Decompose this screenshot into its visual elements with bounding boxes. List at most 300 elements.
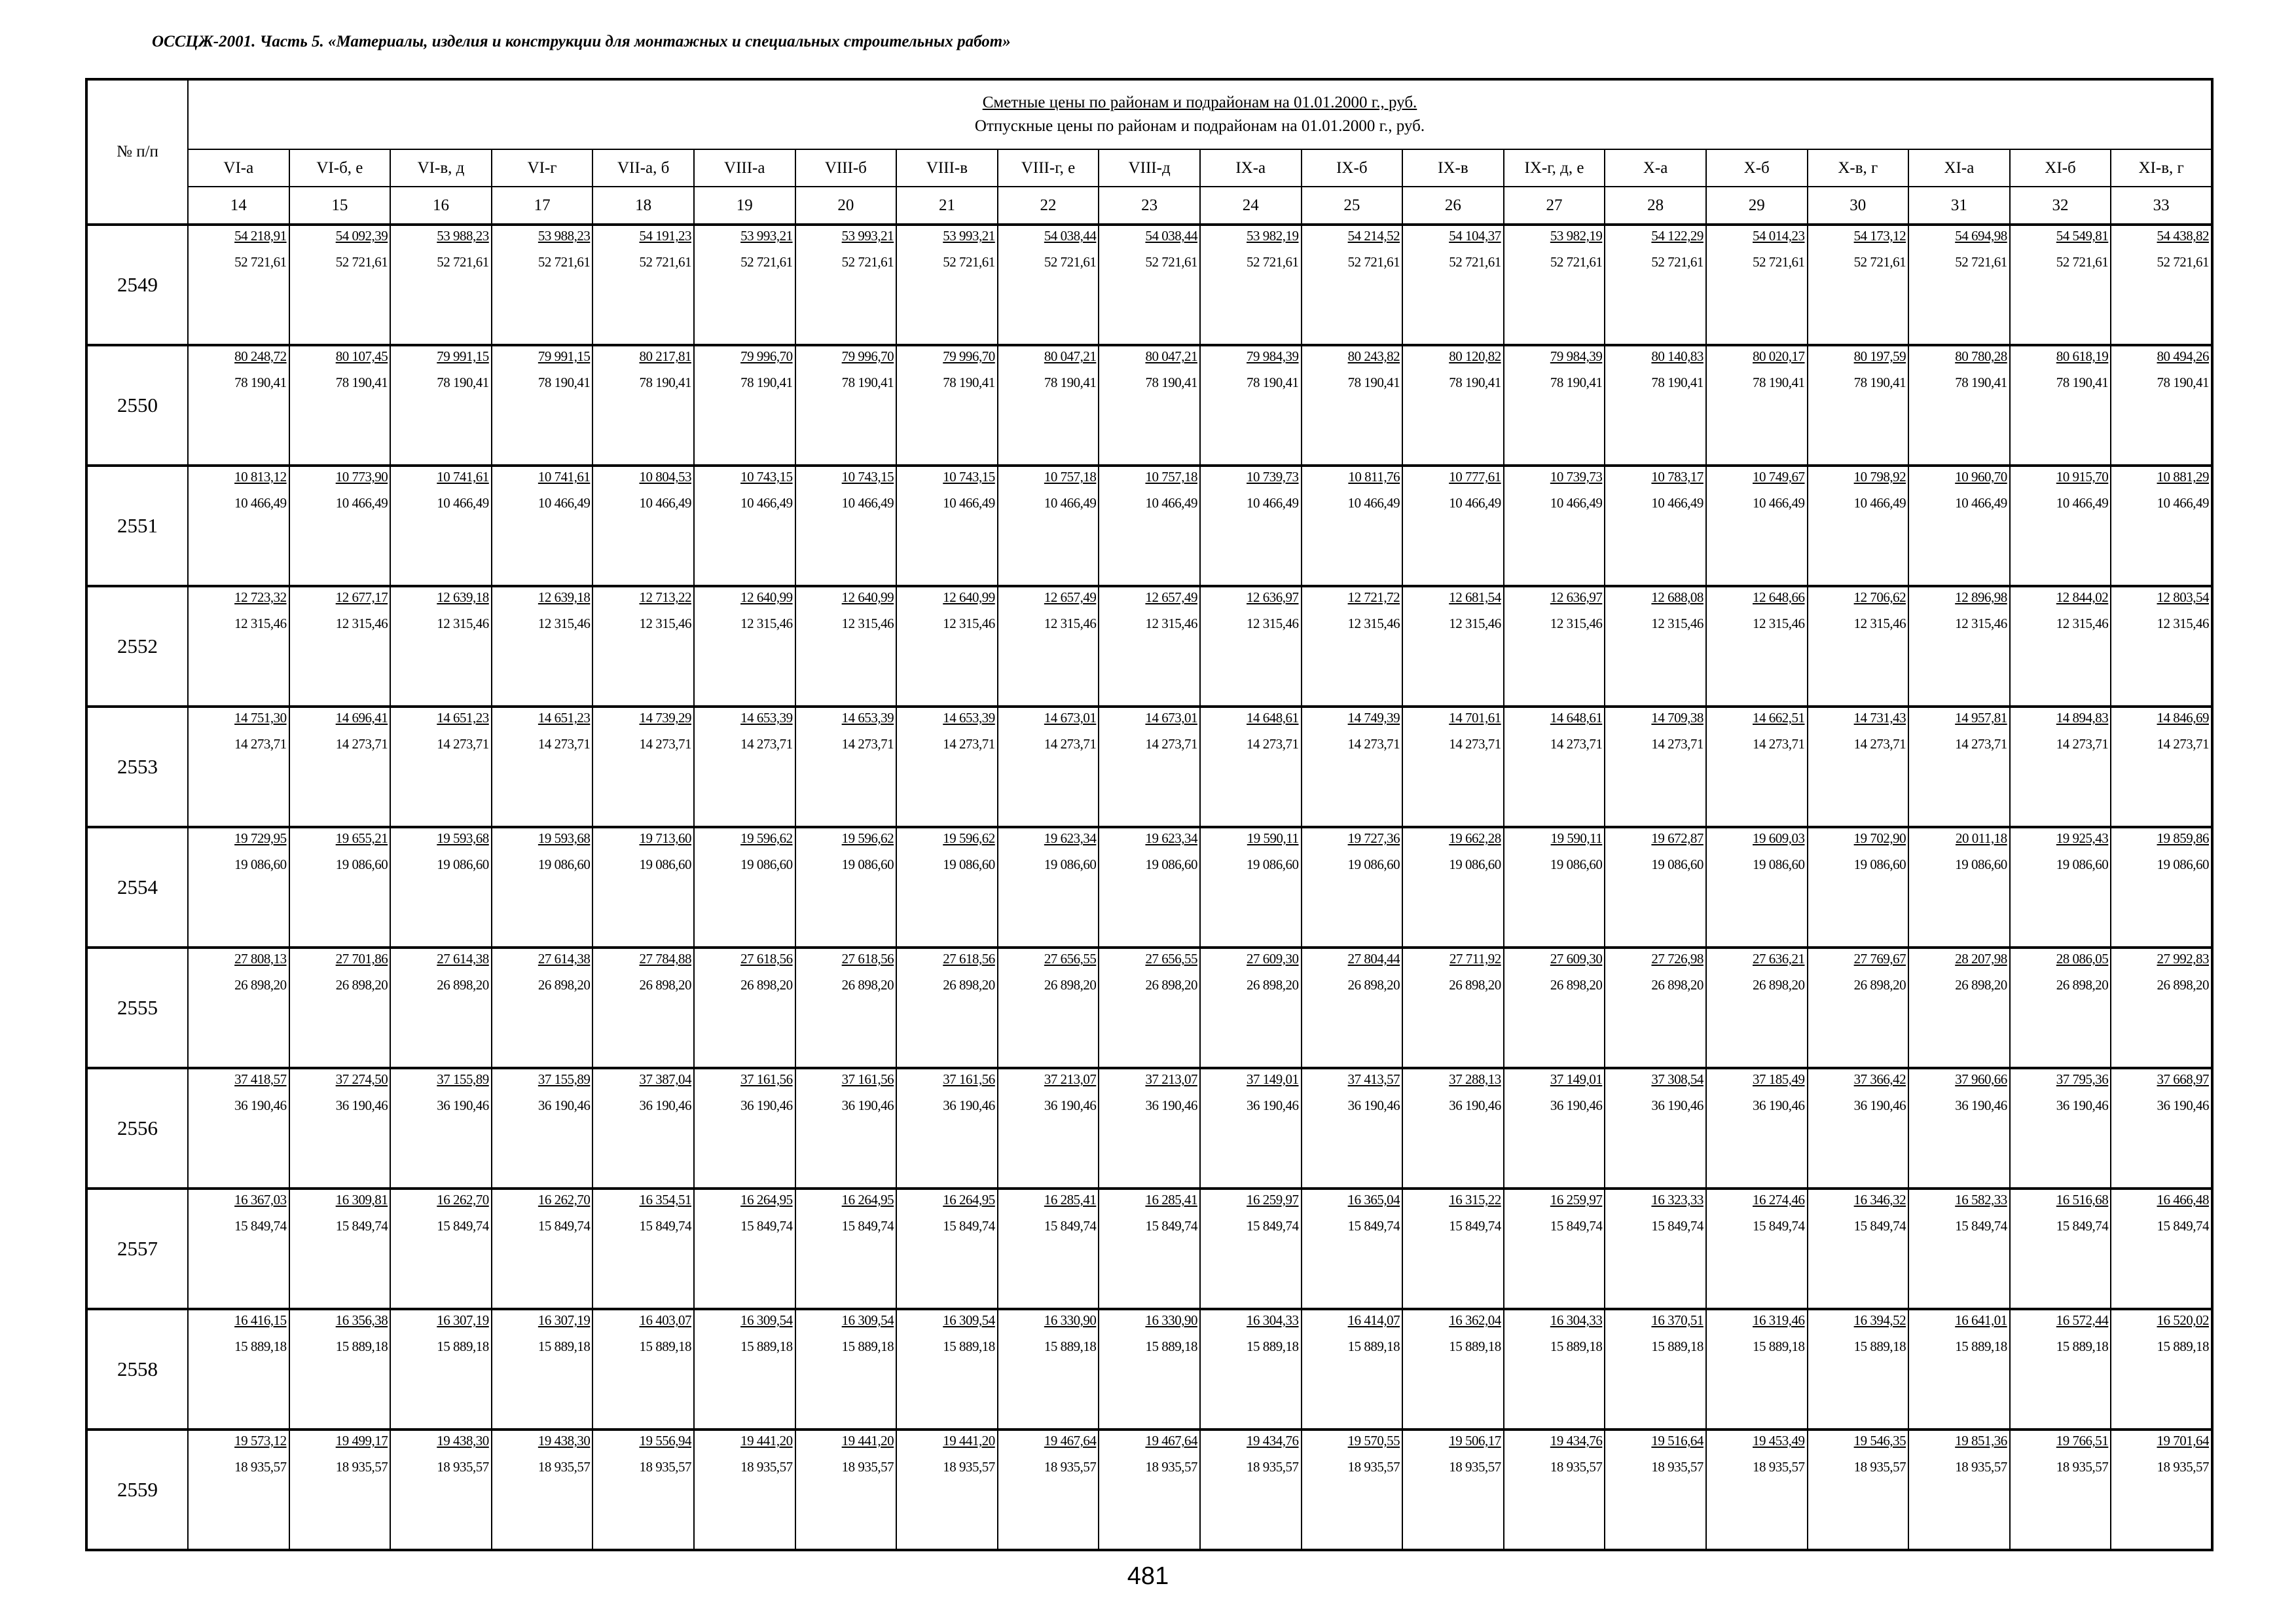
price-cell (795, 1309, 897, 1430)
estimate-price: 10 743,15 (841, 469, 894, 485)
estimate-price: 10 813,12 (234, 469, 287, 485)
price-cell (2010, 948, 2111, 1068)
release-price: 19 086,60 (639, 857, 691, 872)
estimate-price: 16 264,95 (740, 1192, 793, 1208)
release-price: 78 190,41 (1044, 375, 1097, 390)
release-price: 15 889,18 (1247, 1338, 1299, 1354)
price-cell (1504, 466, 1605, 586)
release-price: 15 849,74 (943, 1218, 995, 1234)
price-cell (1200, 1189, 1302, 1309)
estimate-price: 19 441,20 (740, 1433, 793, 1449)
release-price: 12 315,46 (437, 616, 489, 631)
price-cell (795, 948, 897, 1068)
price-cell (1706, 345, 1808, 466)
estimate-price: 14 709,38 (1651, 710, 1704, 726)
row-number: 2549 (86, 225, 188, 345)
estimate-price: 37 418,57 (234, 1071, 287, 1087)
estimate-price: 54 038,44 (1145, 228, 1197, 244)
estimate-price: 54 122,29 (1651, 228, 1704, 244)
price-cell (1099, 1309, 1200, 1430)
price-cell (390, 1309, 492, 1430)
release-price: 15 889,18 (2157, 1338, 2209, 1354)
estimate-price: 37 288,13 (1449, 1071, 1501, 1087)
price-cell (694, 1430, 795, 1550)
release-price: 78 190,41 (2157, 375, 2209, 390)
release-price: 15 849,74 (437, 1218, 489, 1234)
estimate-price: 28 207,98 (1955, 951, 2007, 967)
release-price: 15 889,18 (943, 1338, 995, 1354)
release-price: 14 273,71 (234, 736, 287, 752)
price-cell (795, 345, 897, 466)
estimate-price: 19 438,30 (538, 1433, 591, 1449)
estimate-price: 10 777,61 (1449, 469, 1501, 485)
release-price: 52 721,61 (1651, 254, 1704, 270)
release-price: 52 721,61 (740, 254, 793, 270)
release-price: 15 849,74 (1651, 1218, 1704, 1234)
release-price: 14 273,71 (1955, 736, 2007, 752)
release-price: 52 721,61 (2056, 254, 2109, 270)
estimate-price: 10 915,70 (2056, 469, 2109, 485)
release-price: 12 315,46 (1753, 616, 1805, 631)
estimate-price: 12 844,02 (2056, 589, 2109, 605)
estimate-price: 16 259,97 (1247, 1192, 1299, 1208)
price-cell (1099, 827, 1200, 948)
estimate-price: 12 636,97 (1550, 589, 1603, 605)
price-cell (1908, 948, 2010, 1068)
release-price: 26 898,20 (1449, 977, 1501, 993)
release-price: 18 935,57 (1044, 1459, 1097, 1475)
estimate-price: 16 394,52 (1853, 1312, 1906, 1328)
estimate-price: 19 729,95 (234, 830, 287, 846)
release-price: 12 315,46 (538, 616, 591, 631)
release-price: 19 086,60 (740, 857, 793, 872)
release-price: 52 721,61 (1449, 254, 1501, 270)
estimate-price: 27 701,86 (335, 951, 388, 967)
release-price: 15 849,74 (1044, 1218, 1097, 1234)
estimate-price: 54 438,82 (2157, 228, 2209, 244)
price-cell (1908, 1189, 2010, 1309)
estimate-price: 16 582,33 (1955, 1192, 2007, 1208)
district-header: XI-в, г (2111, 149, 2212, 187)
column-number: 16 (390, 187, 492, 225)
release-price: 36 190,46 (1550, 1098, 1603, 1113)
release-price: 15 889,18 (1145, 1338, 1197, 1354)
release-price: 36 190,46 (1044, 1098, 1097, 1113)
release-price: 12 315,46 (639, 616, 691, 631)
price-cell (1099, 1430, 1200, 1550)
estimate-price: 14 673,01 (1145, 710, 1197, 726)
column-number: 23 (1099, 187, 1200, 225)
release-price: 18 935,57 (1955, 1459, 2007, 1475)
release-price: 19 086,60 (1247, 857, 1299, 872)
estimate-price: 37 185,49 (1753, 1071, 1805, 1087)
release-price: 18 935,57 (1347, 1459, 1400, 1475)
price-cell (2010, 225, 2111, 345)
release-price: 15 849,74 (1449, 1218, 1501, 1234)
estimate-price: 19 453,49 (1753, 1433, 1805, 1449)
price-cell (289, 827, 391, 948)
price-cell (1908, 827, 2010, 948)
price-cell (1706, 586, 1808, 707)
price-cell (1302, 1430, 1403, 1550)
district-header: VII-а, б (592, 149, 694, 187)
release-price: 18 935,57 (1651, 1459, 1704, 1475)
estimate-price: 14 696,41 (335, 710, 388, 726)
price-cell (188, 1309, 289, 1430)
price-cell (188, 466, 289, 586)
price-cell (188, 827, 289, 948)
row-number: 2557 (86, 1189, 188, 1309)
estimate-price: 79 984,39 (1550, 348, 1603, 364)
release-price: 78 190,41 (943, 375, 995, 390)
estimate-price: 14 653,39 (740, 710, 793, 726)
estimate-price: 54 092,39 (335, 228, 388, 244)
release-price: 18 935,57 (335, 1459, 388, 1475)
release-price: 12 315,46 (234, 616, 287, 631)
row-number: 2552 (86, 586, 188, 707)
release-price: 19 086,60 (437, 857, 489, 872)
release-price: 78 190,41 (335, 375, 388, 390)
estimate-price: 19 655,21 (335, 830, 388, 846)
price-cell (289, 1189, 391, 1309)
row-number: 2551 (86, 466, 188, 586)
release-price: 10 466,49 (1753, 495, 1805, 511)
release-price: 15 889,18 (437, 1338, 489, 1354)
estimate-price: 16 319,46 (1753, 1312, 1805, 1328)
estimate-price: 14 731,43 (1853, 710, 1906, 726)
estimate-price: 12 721,72 (1347, 589, 1400, 605)
table-row (86, 1309, 2212, 1430)
estimate-price: 54 549,81 (2056, 228, 2109, 244)
release-price: 78 190,41 (538, 375, 591, 390)
estimate-price: 16 365,04 (1347, 1192, 1400, 1208)
release-price: 78 190,41 (740, 375, 793, 390)
price-cell (1200, 345, 1302, 466)
estimate-price: 19 593,68 (538, 830, 591, 846)
release-price: 26 898,20 (437, 977, 489, 993)
estimate-price: 54 218,91 (234, 228, 287, 244)
estimate-price: 37 155,89 (437, 1071, 489, 1087)
price-cell (2111, 1309, 2212, 1430)
estimate-price: 16 362,04 (1449, 1312, 1501, 1328)
price-cell (1099, 948, 1200, 1068)
estimate-price: 14 653,39 (841, 710, 894, 726)
release-price: 19 086,60 (1347, 857, 1400, 872)
price-cell (998, 827, 1099, 948)
estimate-price: 53 988,23 (538, 228, 591, 244)
price-cell (896, 1068, 998, 1189)
price-cell (694, 707, 795, 827)
price-cell (188, 345, 289, 466)
estimate-price: 19 702,90 (1853, 830, 1906, 846)
estimate-price: 19 441,20 (841, 1433, 894, 1449)
estimate-price: 10 960,70 (1955, 469, 2007, 485)
price-cell (390, 586, 492, 707)
estimate-price: 12 657,49 (1044, 589, 1097, 605)
release-price: 19 086,60 (1550, 857, 1603, 872)
price-cell (896, 707, 998, 827)
release-price: 15 889,18 (740, 1338, 793, 1354)
estimate-price: 79 996,70 (841, 348, 894, 364)
price-cell (1402, 225, 1504, 345)
estimate-price: 19 434,76 (1550, 1433, 1603, 1449)
release-price: 19 086,60 (1753, 857, 1805, 872)
release-price: 14 273,71 (1550, 736, 1603, 752)
column-number: 17 (492, 187, 593, 225)
price-cell (289, 1068, 391, 1189)
estimate-price: 19 596,62 (841, 830, 894, 846)
price-cell (1808, 1309, 1909, 1430)
release-price: 15 849,74 (335, 1218, 388, 1234)
price-cell (1908, 466, 2010, 586)
price-cell (1605, 1068, 1706, 1189)
row-number: 2558 (86, 1309, 188, 1430)
release-price: 15 849,74 (1347, 1218, 1400, 1234)
estimate-price: 37 213,07 (1145, 1071, 1197, 1087)
price-cell (1200, 225, 1302, 345)
price-cell (1808, 586, 1909, 707)
release-price: 26 898,20 (234, 977, 287, 993)
release-price: 26 898,20 (1145, 977, 1197, 993)
price-cell (998, 948, 1099, 1068)
release-price: 14 273,71 (1651, 736, 1704, 752)
estimate-price: 16 516,68 (2056, 1192, 2109, 1208)
release-price: 14 273,71 (740, 736, 793, 752)
release-price: 52 721,61 (1550, 254, 1603, 270)
release-price: 10 466,49 (1955, 495, 2007, 511)
release-price: 36 190,46 (639, 1098, 691, 1113)
release-price: 14 273,71 (2157, 736, 2209, 752)
price-cell (1302, 827, 1403, 948)
release-price: 14 273,71 (1347, 736, 1400, 752)
price-cell (896, 345, 998, 466)
estimate-price: 16 641,01 (1955, 1312, 2007, 1328)
estimate-price: 37 308,54 (1651, 1071, 1704, 1087)
estimate-price: 80 197,59 (1853, 348, 1906, 364)
release-price: 26 898,20 (943, 977, 995, 993)
release-price: 26 898,20 (639, 977, 691, 993)
price-cell (492, 707, 593, 827)
estimate-price: 19 590,11 (1247, 830, 1299, 846)
price-cell (795, 1068, 897, 1189)
release-price: 15 889,18 (1044, 1338, 1097, 1354)
release-price: 12 315,46 (943, 616, 995, 631)
page-header: ОССЦЖ-2001. Часть 5. «Материалы, изделия и конструкции для монтажных и специальных строительных работ» (152, 33, 1011, 50)
estimate-price: 10 743,15 (943, 469, 995, 485)
price-cell (289, 1309, 391, 1430)
release-price: 19 086,60 (1651, 857, 1704, 872)
release-price: 14 273,71 (1145, 736, 1197, 752)
price-cell (492, 948, 593, 1068)
release-price: 26 898,20 (1347, 977, 1400, 993)
release-price: 36 190,46 (437, 1098, 489, 1113)
price-cell (592, 1068, 694, 1189)
estimate-price: 27 711,92 (1449, 951, 1501, 967)
estimate-price: 16 309,54 (841, 1312, 894, 1328)
price-cell (2111, 225, 2212, 345)
column-number: 29 (1706, 187, 1808, 225)
release-price: 78 190,41 (1145, 375, 1197, 390)
price-cell (2111, 827, 2212, 948)
estimate-price: 14 701,61 (1449, 710, 1501, 726)
price-cell (1302, 466, 1403, 586)
price-cell (998, 225, 1099, 345)
estimate-price: 54 014,23 (1753, 228, 1805, 244)
price-cell (188, 948, 289, 1068)
estimate-price: 16 315,22 (1449, 1192, 1501, 1208)
estimate-price: 53 993,21 (943, 228, 995, 244)
release-price: 15 849,74 (538, 1218, 591, 1234)
estimate-price: 14 751,30 (234, 710, 287, 726)
release-price: 10 466,49 (2157, 495, 2209, 511)
estimate-price: 79 991,15 (437, 348, 489, 364)
price-cell (492, 1189, 593, 1309)
estimate-price: 19 713,60 (639, 830, 691, 846)
price-cell (896, 466, 998, 586)
release-price: 15 849,74 (2056, 1218, 2109, 1234)
release-price: 10 466,49 (1853, 495, 1906, 511)
estimate-price: 28 086,05 (2056, 951, 2109, 967)
price-cell (1808, 827, 1909, 948)
estimate-price: 53 982,19 (1550, 228, 1603, 244)
release-price: 18 935,57 (2157, 1459, 2209, 1475)
estimate-price: 10 811,76 (1348, 469, 1400, 485)
release-price: 36 190,46 (2157, 1098, 2209, 1113)
price-cell (1605, 466, 1706, 586)
estimate-price: 14 846,69 (2157, 710, 2209, 726)
price-cell (795, 586, 897, 707)
release-price: 18 935,57 (639, 1459, 691, 1475)
release-price: 15 889,18 (1753, 1338, 1805, 1354)
estimate-price: 16 356,38 (335, 1312, 388, 1328)
row-number: 2550 (86, 345, 188, 466)
release-price: 10 466,49 (234, 495, 287, 511)
estimate-price: 27 618,56 (841, 951, 894, 967)
estimate-price: 10 881,29 (2157, 469, 2209, 485)
release-price: 52 721,61 (538, 254, 591, 270)
estimate-price: 54 104,37 (1449, 228, 1501, 244)
column-number: 28 (1605, 187, 1706, 225)
row-number: 2554 (86, 827, 188, 948)
estimate-price: 12 640,99 (841, 589, 894, 605)
price-cell (1605, 345, 1706, 466)
release-price: 36 190,46 (538, 1098, 591, 1113)
release-price: 36 190,46 (1853, 1098, 1906, 1113)
num-column-header: № п/п (86, 79, 188, 225)
estimate-price: 37 668,97 (2157, 1071, 2209, 1087)
price-cell (795, 225, 897, 345)
release-price: 14 273,71 (1753, 736, 1805, 752)
release-price: 14 273,71 (1247, 736, 1299, 752)
price-cell (592, 586, 694, 707)
release-price: 15 849,74 (1145, 1218, 1197, 1234)
price-cell (1402, 345, 1504, 466)
district-header: VI-в, д (390, 149, 492, 187)
release-price: 36 190,46 (1247, 1098, 1299, 1113)
estimate-price: 19 851,36 (1955, 1433, 2007, 1449)
price-cell (1402, 586, 1504, 707)
price-cell (492, 466, 593, 586)
release-price: 14 273,71 (2056, 736, 2109, 752)
estimate-price: 19 441,20 (943, 1433, 995, 1449)
price-cell (694, 345, 795, 466)
estimate-price: 14 651,23 (538, 710, 591, 726)
estimate-price: 14 648,61 (1550, 710, 1603, 726)
district-header: X-а (1605, 149, 1706, 187)
release-price: 36 190,46 (1651, 1098, 1704, 1113)
estimate-price: 12 803,54 (2157, 589, 2209, 605)
price-cell (2111, 345, 2212, 466)
price-cell (2010, 1309, 2111, 1430)
estimate-price: 19 623,34 (1044, 830, 1097, 846)
price-cell (592, 827, 694, 948)
estimate-price: 16 264,95 (841, 1192, 894, 1208)
release-price: 18 935,57 (2056, 1459, 2109, 1475)
price-cell (2010, 1068, 2111, 1189)
price-cell (1402, 707, 1504, 827)
release-price: 52 721,61 (335, 254, 388, 270)
row-number: 2553 (86, 707, 188, 827)
release-price: 36 190,46 (841, 1098, 894, 1113)
table-row (86, 707, 2212, 827)
district-header: VI-а (188, 149, 289, 187)
estimate-price: 16 304,33 (1247, 1312, 1299, 1328)
estimate-price: 10 757,18 (1044, 469, 1097, 485)
release-price: 15 849,74 (740, 1218, 793, 1234)
release-price: 14 273,71 (1449, 736, 1501, 752)
release-price: 15 889,18 (1955, 1338, 2007, 1354)
release-price: 18 935,57 (943, 1459, 995, 1475)
price-cell (694, 948, 795, 1068)
estimate-price: 54 214,52 (1347, 228, 1400, 244)
price-cell (1302, 1189, 1403, 1309)
estimate-price: 27 992,83 (2157, 951, 2209, 967)
estimate-price: 19 570,55 (1347, 1433, 1400, 1449)
release-price: 26 898,20 (1044, 977, 1097, 993)
estimate-price: 12 648,66 (1753, 589, 1805, 605)
column-number: 22 (998, 187, 1099, 225)
price-cell (795, 1189, 897, 1309)
release-price: 26 898,20 (335, 977, 388, 993)
column-number: 32 (2010, 187, 2111, 225)
price-cell (1504, 1430, 1605, 1550)
release-price: 15 849,74 (639, 1218, 691, 1234)
price-cell (390, 1189, 492, 1309)
estimate-price: 27 618,56 (943, 951, 995, 967)
estimate-price: 54 038,44 (1044, 228, 1097, 244)
price-cell (896, 1430, 998, 1550)
estimate-price: 80 494,26 (2157, 348, 2209, 364)
district-header: VIII-д (1099, 149, 1200, 187)
price-cell (694, 466, 795, 586)
estimate-price: 14 894,83 (2056, 710, 2109, 726)
estimate-price: 37 161,56 (740, 1071, 793, 1087)
price-cell (795, 466, 897, 586)
estimate-price: 10 749,67 (1753, 469, 1805, 485)
estimate-price: 16 304,33 (1550, 1312, 1603, 1328)
price-cell (694, 225, 795, 345)
price-cell (2010, 707, 2111, 827)
release-price: 15 889,18 (1449, 1338, 1501, 1354)
price-cell (592, 1189, 694, 1309)
release-price: 36 190,46 (1753, 1098, 1805, 1113)
estimate-price: 27 609,30 (1550, 951, 1603, 967)
release-price: 10 466,49 (740, 495, 793, 511)
price-cell (1402, 1309, 1504, 1430)
estimate-price: 37 149,01 (1247, 1071, 1299, 1087)
estimate-price: 80 243,82 (1347, 348, 1400, 364)
release-price: 26 898,20 (740, 977, 793, 993)
